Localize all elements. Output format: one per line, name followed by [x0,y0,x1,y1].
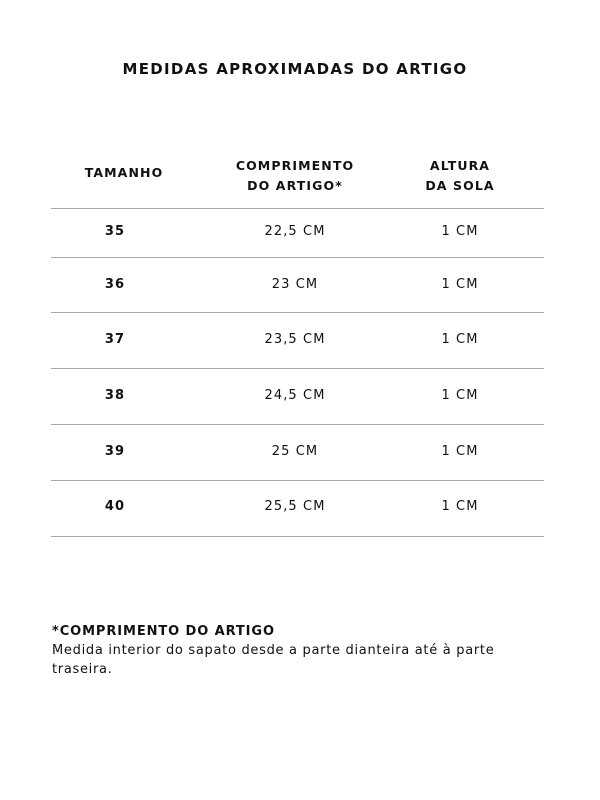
table-divider [51,480,544,481]
column-header-size-label: TAMANHO [84,165,164,180]
table-divider [51,257,544,258]
cell-length: 25,5 CM [264,499,326,514]
cell-size: 40 [104,499,126,514]
cell-sole-height: 1 CM [441,277,479,292]
cell-sole-height: 1 CM [441,388,479,403]
cell-size: 37 [104,332,126,347]
table-row [0,224,600,244]
table-row [0,277,600,297]
table-row [0,388,600,408]
cell-sole-height: 1 CM [441,499,479,514]
footnote-text: Medida interior do sapato desde a parte dianteira até à parte traseira. [52,643,495,677]
table-row [0,444,600,464]
page-title: MEDIDAS APROXIMADAS DO ARTIGO [122,60,468,78]
cell-size: 38 [104,388,126,403]
column-header-sole-line1: ALTURA [429,158,491,173]
table-divider [51,536,544,537]
column-header-size [64,163,184,183]
cell-sole-height: 1 CM [441,224,479,239]
table-divider [51,208,544,209]
cell-length: 23,5 CM [264,332,326,347]
cell-size: 36 [104,277,126,292]
cell-size: 39 [104,444,126,459]
column-header-length-line2: DO ARTIGO* [247,178,343,193]
cell-length: 22,5 CM [264,224,326,239]
cell-size: 35 [104,224,126,239]
footnote-title: *COMPRIMENTO DO ARTIGO [52,624,275,639]
column-header-length-line1: COMPRIMENTO [235,158,355,173]
cell-length: 25 CM [271,444,319,459]
column-header-sole-line2: DA SOLA [425,178,495,193]
table-divider [51,368,544,369]
cell-length: 24,5 CM [264,388,326,403]
table-divider [51,312,544,313]
table-row [0,499,600,519]
cell-length: 23 CM [271,277,319,292]
cell-sole-height: 1 CM [441,444,479,459]
column-header-sole-height [400,156,520,196]
cell-sole-height: 1 CM [441,332,479,347]
table-row [0,332,600,352]
column-header-length [215,156,375,196]
table-divider [51,424,544,425]
